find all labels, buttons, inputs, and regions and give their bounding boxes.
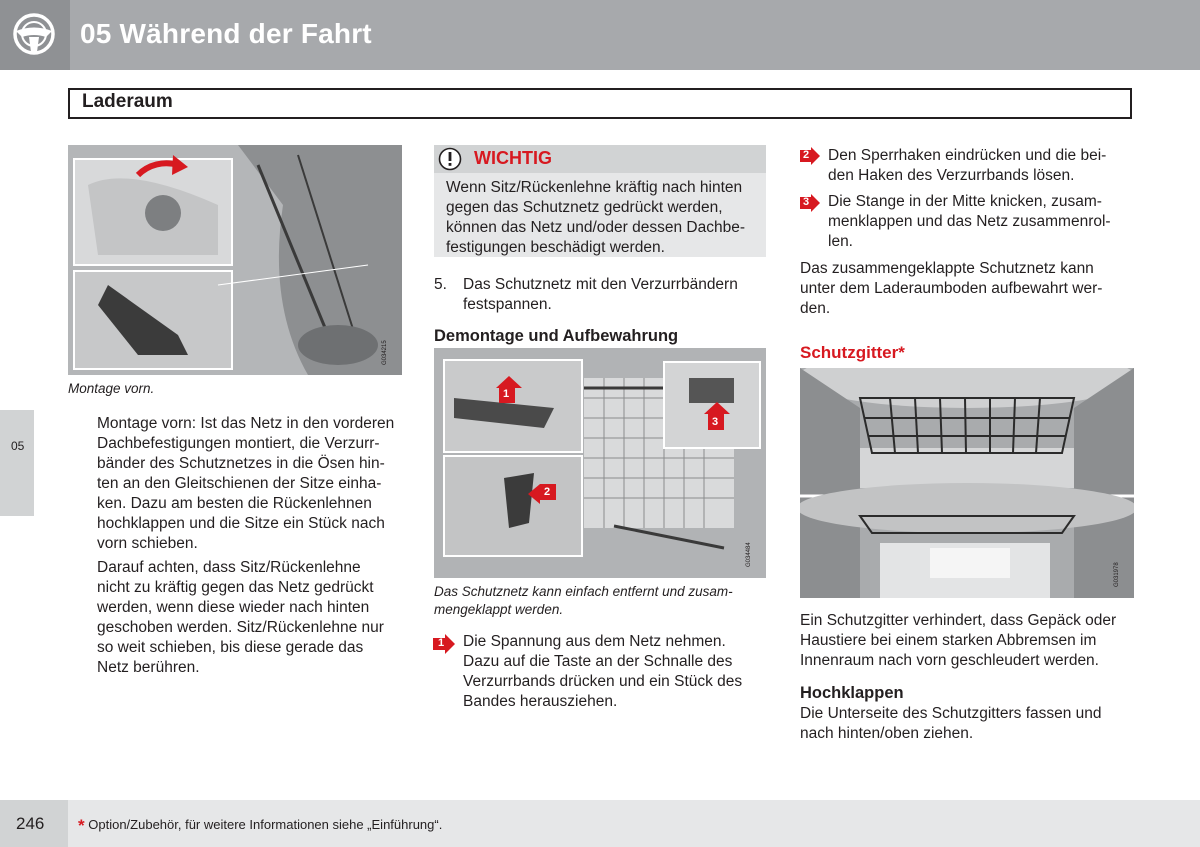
text-line: Innenraum nach vorn geschleudert werden. [800, 652, 1099, 669]
figure-code: G031978 [1114, 562, 1120, 587]
paragraph-aufbewahrung [800, 259, 1130, 319]
page-number: 246 [16, 814, 45, 833]
figure-montage-vorn [68, 145, 402, 375]
text-line: Netz berühren. [97, 659, 200, 676]
text-line: Die Spannung aus dem Netz nehmen. [463, 633, 726, 650]
text-line: so weit schieben, bis diese gerade das [97, 639, 364, 656]
heading-hochklappen: Hochklappen [800, 684, 904, 702]
footnote [78, 816, 442, 836]
fig-label-2: 2 [544, 486, 551, 498]
fig-label-1: 1 [503, 388, 510, 400]
text-line: Die Unterseite des Schutzgitters fassen und [800, 705, 1102, 722]
steering-wheel-icon [0, 0, 70, 70]
heading-demontage: Demontage und Aufbewahrung [434, 327, 679, 345]
footnote-text: Option/Zubehör, für weitere Informationen siehe „Einführung“. [88, 817, 443, 832]
fig-label-3: 3 [712, 416, 719, 428]
figure-caption [434, 583, 768, 619]
side-tab-label: 05 [11, 439, 25, 453]
figure-caption: Montage vorn. [68, 381, 155, 396]
step-3-number: 3 [803, 196, 810, 208]
text-line: Haustiere bei einem starken Abbremsen im [800, 632, 1097, 649]
text-line: len. [828, 233, 853, 250]
text-line: Dazu auf die Taste an der Schnalle des [463, 653, 733, 670]
step-1-text [463, 632, 763, 712]
text-line: hochklappen und die Sitze ein Stück nach [97, 515, 385, 532]
step-2-number: 2 [803, 149, 810, 161]
step-2-text [828, 146, 1128, 186]
paragraph-montage-vorn [97, 414, 417, 554]
text-line: Das Schutznetz kann einfach entfernt und zusam- [434, 584, 733, 599]
warning-text [446, 178, 764, 258]
text-line: Das Schutznetz mit den Verzurrbändern [463, 276, 738, 293]
text-line: Bandes herausziehen. [463, 693, 618, 710]
section-title: Laderaum [82, 91, 173, 112]
text-line: mengeklappt werden. [434, 602, 564, 617]
text-line: Dachbefestigungen montiert, die Verzurr- [97, 435, 380, 452]
footnote-star: * [78, 816, 85, 835]
text-line: den. [800, 300, 831, 317]
text-line: Das zusammengeklappte Schutznetz kann [800, 260, 1094, 277]
text-line: nach hinten/oben ziehen. [800, 725, 974, 742]
text-line: unter dem Laderaumboden aufbewahrt wer- [800, 280, 1103, 297]
text-line: Montage vorn: Ist das Netz in den vorderen [97, 415, 395, 432]
text-line: Wenn Sitz/Rückenlehne kräftig nach hinten [446, 179, 743, 196]
chapter-side-tab [0, 410, 34, 516]
paragraph-hochklappen [800, 704, 1140, 744]
text-line: nicht zu kräftig gegen das Netz gedrückt [97, 579, 374, 596]
text-line: Ein Schutzgitter verhindert, dass Gepäck oder [800, 612, 1117, 629]
text-line: werden, wenn diese wieder nach hinten [97, 599, 370, 616]
text-line: Den Sperrhaken eindrücken und die bei- [828, 147, 1107, 164]
paragraph-schutzgitter [800, 611, 1140, 671]
text-line: können das Netz und/oder dessen Dachbe- [446, 219, 746, 236]
text-line: den Haken des Verzurrbands lösen. [828, 167, 1075, 184]
figure-schutzgitter [800, 368, 1134, 598]
text-line: Die Stange in der Mitte knicken, zusam- [828, 193, 1102, 210]
step-3-text [828, 192, 1128, 252]
text-line: vorn schieben. [97, 535, 198, 552]
text-line: bänder des Schutznetzes in die Ösen hin- [97, 455, 385, 472]
section-title-box [68, 88, 1132, 119]
step-5-number: 5. [434, 276, 447, 293]
step-1-number: 1 [438, 637, 445, 649]
text-line: Darauf achten, dass Sitz/Rückenlehne [97, 559, 361, 576]
heading-schutzgitter: Schutzgitter* [800, 343, 905, 362]
logo-box [0, 0, 70, 70]
step-5-text [463, 275, 763, 315]
text-line: ten an den Gleitschienen der Sitze einha- [97, 475, 382, 492]
text-line: geschoben werden. Sitz/Rückenlehne nur [97, 619, 384, 636]
warning-title: WICHTIG [474, 148, 552, 168]
text-line: Verzurrbands drücken und ein Stück des [463, 673, 743, 690]
chapter-title: 05 Während der Fahrt [80, 18, 372, 49]
warning-exclamation-icon [438, 147, 462, 171]
figure-demontage [434, 348, 766, 578]
text-line: menklappen und das Netz zusammenrol- [828, 213, 1111, 230]
figure-code: G034215 [382, 340, 388, 365]
figure-code: G034484 [746, 542, 752, 567]
paragraph-darauf-achten [97, 558, 417, 678]
text-line: gegen das Schutznetz gedrückt werden, [446, 199, 723, 216]
text-line: festspannen. [463, 296, 552, 313]
text-line: festigungen beschädigt werden. [446, 239, 665, 256]
text-line: ken. Dazu am besten die Rückenlehnen [97, 495, 372, 512]
